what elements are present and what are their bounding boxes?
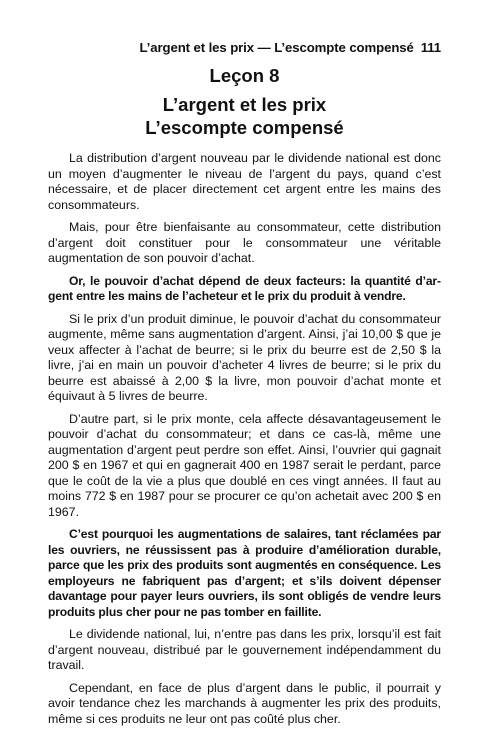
lesson-title <box>48 93 441 139</box>
lesson-title-line-1: L’argent et les prix <box>162 94 327 115</box>
paragraph-1: La distribution d’argent nouveau par le dividende national est donc un moyen d’augmenter le niveau de l’argent du pays, quand c’est nécessaire, et de placer directement cet argent entre les mains des consommateurs. <box>48 151 441 212</box>
paragraph-8: Cependant, en face de plus d’argent dans le public, il pourrait y avoir tendance chez les marchands à augmenter les prix des produits, même si ces produits ne leur ont pas coûté plus cher. <box>48 680 441 726</box>
lesson-label: Leçon 8 <box>209 65 280 86</box>
body-text <box>48 151 441 727</box>
paragraph-3-emphasis: Or, le pouvoir d’achat dépend de deux facteurs: la quantité d’argent entre les mains de l’acheteur et le prix du produit à vendre. <box>48 273 441 303</box>
paragraph-7: Le dividende national, lui, n’entre pas dans les prix, lorsqu’il est fait d’argent nouveau, distribué par le gouvernement indépendamment du travail. <box>48 627 441 672</box>
lesson-title-line-2: L’escompte compensé <box>145 117 344 138</box>
running-title: L’argent et les prix — L’escompte compensé <box>139 40 414 55</box>
paragraph-4: Si le prix d’un produit diminue, le pouvoir d’achat du consommateur augmente, même sans augmentation d’argent. Ainsi, j’ai 10,00 $ que je veux affecter à l’achat de beurre; si le prix du beurre est de 2,50 $ la livre, j’ai en main un pouvoir d’acheter 4 livres de beurre; si le prix du beurre est abaissé à 2,00 $ la livre, mon pouvoir d’achat monte et équivaut à 5 livres de beurre. <box>48 311 441 403</box>
running-header <box>48 40 441 56</box>
paragraph-2: Mais, pour être bienfaisante au consommateur, cette distribution d’argent doit constituer pour le consommateur une véritable augmentation de son pouvoir d’achat. <box>48 220 441 265</box>
paragraph-6-emphasis: C’est pourquoi les augmentations de salaires, tant réclamées par les ouvriers, ne réussissent pas à produire d’amélioration durable, parce que les prix des produits sont augmentés en conséquence. Les employeurs ne fabriquent pas d’argent; et s’ils doivent dépenser davantage pour payer leurs ouvriers, ils sont obligés de vendre leurs produits plus cher pour ne pas tomber en faillite. <box>48 527 441 619</box>
page-number: 111 <box>420 40 441 55</box>
book-page <box>48 40 441 734</box>
paragraph-5: D’autre part, si le prix monte, cela affecte désavantageusement le pouvoir d’achat du consommateur; et dans ce cas-là, même une augmentation d’argent peut perdre son effet. Ainsi, l’ouvrier qui gagnait 200 $ en 1967 et qui en gagnerait 400 en 1987 serait le perdant, parce que le coût de la vie a plus que doublé en ces vingt années. Il faut au moins 772 $ en 1987 pour se procurer ce qu’on achetait avec 200 $ en 1967. <box>48 411 441 519</box>
